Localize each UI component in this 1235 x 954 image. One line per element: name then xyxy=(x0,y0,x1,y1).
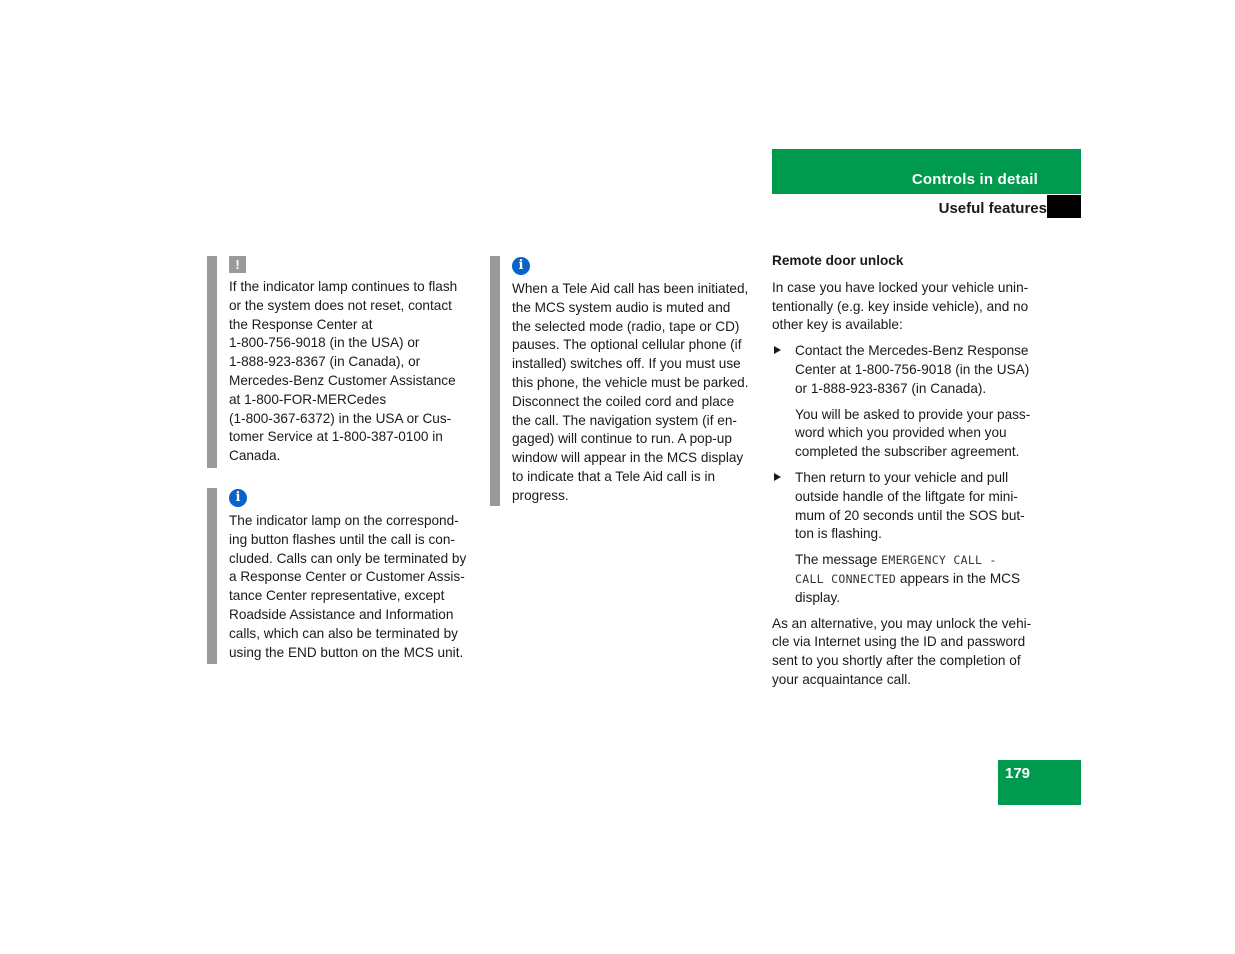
warning-note xyxy=(207,256,477,468)
step-note-message: The message EMERGENCY CALL - CALL CONNECTED appears in the MCS display. xyxy=(795,552,1021,605)
section-heading: Remote door unlock xyxy=(772,253,904,268)
alternative-paragraph: As an alternative, you may unlock the vehi- cle via Internet using the ID and password sent to you shortly after the completion of your acquaintance call. xyxy=(772,615,1032,687)
warning-text: If the indicator lamp continues to flash or the system does not reset, contact the Response Center at 1-800-756-9018 (in the USA) or 1-888-923-8367 (in Canada), or Mercedes-Benz Customer Assistance at 1-800-FOR-MERCedes (1-800-367-6372) in the USA or Cus- tomer Service at 1-800-387-0100 in Canada. xyxy=(229,279,458,464)
info-lamp-text: The indicator lamp on the correspond- ing button flashes until the call is con- cluded. Calls can only be terminated by a Response Center or Customer Assis- tance Center representative, except Roadside Assistance and Information calls, which can also be terminated by using the END button on the MCS unit. xyxy=(229,513,467,660)
info-note-tele-aid xyxy=(490,256,760,506)
section-header xyxy=(772,149,1081,194)
info-note-indicator-lamp xyxy=(207,488,477,664)
info-teleaid-text: When a Tele Aid call has been initiated, the MCS system audio is muted and the selected mode (radio, tape or CD) pauses. The optional cellular phone (if installed) switches off. If you must use this phone, the vehicle must be parked. Disconnect the coiled cord and place the call. The navigation system (if en- gaged) will continue to run. A pop-up window will appear in the MCS display to indicate that a Tele Aid call is in progress. xyxy=(512,281,749,503)
page-number-box xyxy=(998,760,1081,805)
remote-door-unlock-section xyxy=(772,252,1044,697)
step-note-password: You will be asked to provide your pass- word which you provided when you completed the subscriber agreement. xyxy=(795,406,1031,460)
step-arrow-icon xyxy=(774,473,781,481)
subsection-title: Useful features xyxy=(938,200,1047,217)
intro-paragraph: In case you have locked your vehicle unin- tentionally (e.g. key inside vehicle), and no other key is available: xyxy=(772,279,1029,333)
step-pull-liftgate-handle: Then return to your vehicle and pull outside handle of the liftgate for mini- mum of 20 seconds until the SOS but- ton is flashing. xyxy=(772,469,1044,544)
step-arrow-icon xyxy=(774,346,781,354)
display-message-code: CALL CONNECTED xyxy=(795,571,897,586)
info-icon: i xyxy=(512,257,530,275)
header-tab-marker xyxy=(1047,195,1081,218)
display-message-code: EMERGENCY CALL - xyxy=(881,553,997,568)
exclamation-icon: ! xyxy=(229,256,246,273)
step-contact-response-center: Contact the Mercedes-Benz Response Center at 1-800-756-9018 (in the USA) or 1-888-923-8367 (in Canada). xyxy=(772,342,1044,398)
page-number: 179 xyxy=(1005,765,1031,782)
info-icon: i xyxy=(229,489,247,507)
section-title: Controls in detail xyxy=(911,171,1038,188)
